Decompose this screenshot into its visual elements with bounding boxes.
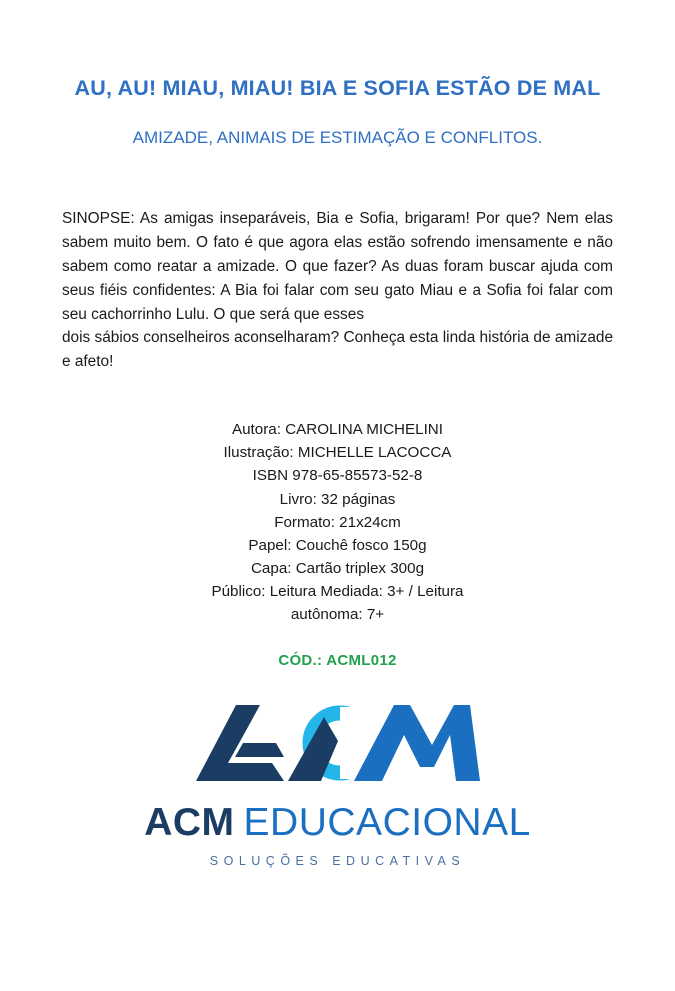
logo-wordmark <box>144 801 531 845</box>
detail-cover: Capa: Cartão triplex 300g <box>250 559 425 577</box>
detail-illustration: Ilustração: MICHELLE LACOCCA <box>223 444 452 462</box>
synopsis-last-line: dois sábios conselheiros aconselharam? Conheça esta linda história de amizade e afeto! <box>62 329 613 371</box>
detail-pages: Livro: 32 páginas <box>279 490 396 508</box>
product-code: CÓD.: ACML012 <box>278 652 397 670</box>
detail-audience-continued: autônoma: 7+ <box>290 605 385 623</box>
page-subtitle: AMIZADE, ANIMAIS DE ESTIMAÇÃO E CONFLITOS. <box>132 128 543 148</box>
book-synopsis <box>62 149 613 374</box>
logo-word-educacional: EDUCACIONAL <box>243 801 531 845</box>
logo-tagline: SOLUÇÕES EDUCATIVAS <box>209 854 466 869</box>
logo-word-acm: ACM <box>144 801 235 845</box>
brand-logo <box>62 669 613 868</box>
synopsis-main-text: SINOPSE: As amigas inseparáveis, Bia e Sofia, brigaram! Por que? Nem elas sabem muito bem. O fato é que agora elas estão sofrendo imensamente e não sabem como reatar a amizade. O que fazer? As duas foram buscar ajuda com seus fiéis confidentes: A Bia foi falar com seu gato Miau e a Sofia foi falar com seu cachorrinho Lulu. O que será que esses <box>62 210 613 323</box>
detail-format: Formato: 21x24cm <box>274 513 401 531</box>
detail-author: Autora: CAROLINA MICHELINI <box>231 421 443 439</box>
detail-isbn: ISBN 978-65-85573-52-8 <box>252 467 423 485</box>
acm-monogram-icon <box>188 697 488 789</box>
book-details-list <box>62 374 613 626</box>
detail-paper: Papel: Couchê fosco 150g <box>248 536 427 554</box>
detail-audience: Público: Leitura Mediada: 3+ / Leitura <box>211 582 464 600</box>
page-title: AU, AU! MIAU, MIAU! BIA E SOFIA ESTÃO DE MAL <box>74 76 601 100</box>
